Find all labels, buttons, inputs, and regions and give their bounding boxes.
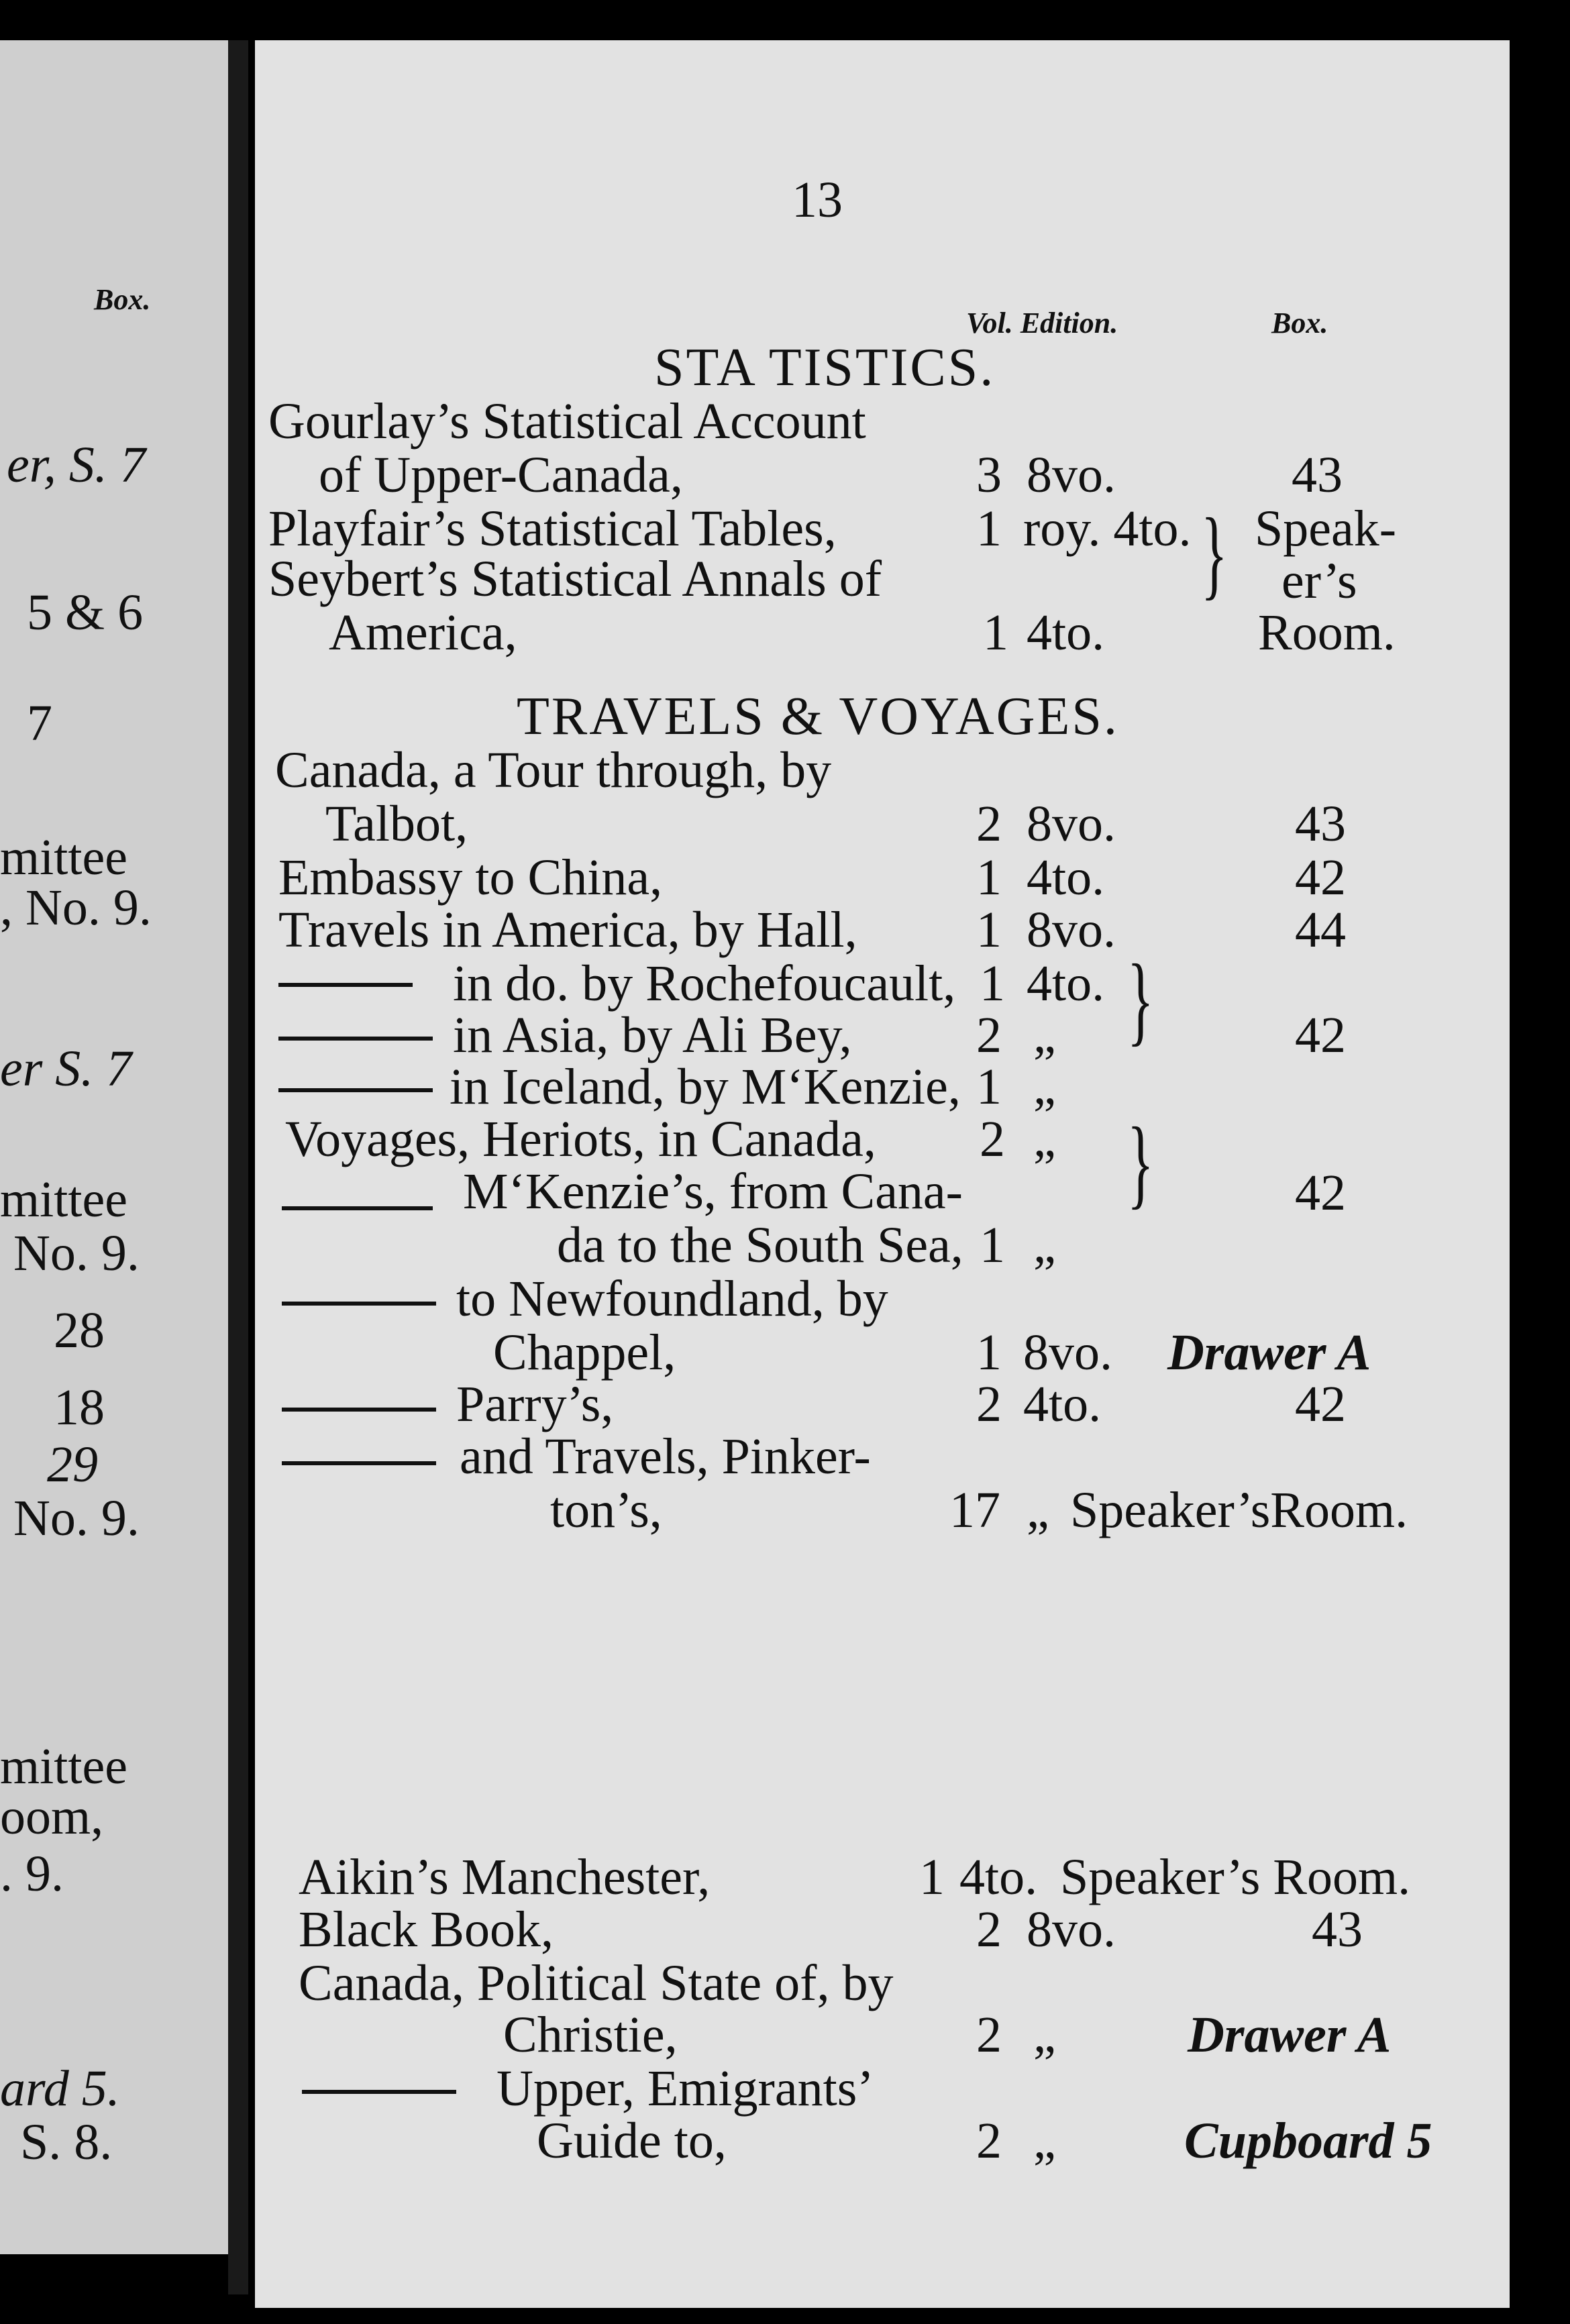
left-fragment: . 9.	[0, 1846, 64, 1902]
travels-heading: TRAVELS & VOYAGES.	[517, 687, 1119, 746]
entry-title: in do. by Rochefoucault,	[453, 955, 956, 1012]
entry-edition: „	[1033, 1217, 1056, 1273]
page	[255, 40, 1510, 2308]
entry-edition: 8vo.	[1023, 1324, 1112, 1381]
group-box: 42	[1295, 1007, 1346, 1063]
left-fragment: No. 9.	[13, 1490, 140, 1546]
box-header: Box.	[1271, 307, 1328, 339]
grouped-box: er’s	[1281, 553, 1357, 609]
entry-title: M‘Kenzie’s, from Cana-	[463, 1163, 963, 1220]
entry-title-cont: ton’s,	[550, 1482, 662, 1538]
entry-edition: „	[1027, 1482, 1049, 1538]
entry-vol: 1	[983, 604, 1008, 661]
entry-vol: 1	[976, 1324, 1002, 1381]
entry-vol: 1	[976, 500, 1002, 557]
ditto-dash	[278, 983, 413, 987]
entry-edition: 4to.	[959, 1849, 1038, 1905]
grouped-box: Speak-	[1255, 500, 1397, 557]
entry-vol: 1	[976, 849, 1002, 906]
statistics-heading: STA TISTICS.	[654, 338, 996, 397]
entry-edition: „	[1033, 2113, 1056, 2169]
ditto-dash	[302, 2090, 456, 2094]
vol-edition-header: Vol. Edition.	[966, 307, 1118, 339]
entry-edition: 8vo.	[1027, 447, 1116, 503]
entry-vol: 1	[976, 1059, 1002, 1115]
left-box-header: Box.	[94, 283, 151, 316]
brace: }	[1127, 944, 1154, 1055]
entry-title: Gourlay’s Statistical Account	[268, 393, 866, 450]
entry-box: 43	[1312, 1901, 1363, 1958]
entry-vol: 2	[980, 1111, 1005, 1167]
group-box: 42	[1295, 1165, 1346, 1221]
entry-title: and Travels, Pinker-	[460, 1428, 871, 1485]
entry-title: Canada, Political State of, by	[299, 1955, 894, 2011]
entry-box: 44	[1295, 902, 1346, 958]
entry-title-cont: da to the South Sea,	[557, 1217, 963, 1273]
entry-title-cont: America,	[329, 604, 517, 661]
entry-title: Embassy to China,	[278, 849, 663, 906]
left-fragment: , No. 9.	[0, 880, 152, 936]
entry-title-cont: Talbot,	[325, 796, 468, 852]
entry-edition: „	[1033, 2007, 1056, 2063]
ditto-dash	[282, 1206, 433, 1210]
entry-vol: 2	[976, 796, 1002, 852]
entry-title: Travels in America, by Hall,	[278, 902, 857, 958]
entry-box: 43	[1295, 796, 1346, 852]
left-fragment: ard 5.	[0, 2060, 120, 2117]
entry-title: in Iceland, by M‘Kenzie,	[450, 1059, 961, 1115]
entry-edition: 4to.	[1027, 604, 1105, 661]
left-fragment: er, S. 7	[7, 437, 146, 493]
entry-vol: 3	[976, 447, 1002, 503]
page-number: 13	[792, 172, 843, 228]
entry-box: Cupboard 5	[1184, 2113, 1432, 2169]
entry-edition: 8vo.	[1027, 796, 1116, 852]
left-fragment: S. 8.	[20, 2114, 113, 2170]
entry-title: Aikin’s Manchester,	[299, 1849, 711, 1905]
entry-title: Canada, a Tour through, by	[275, 742, 832, 798]
entry-title: Black Book,	[299, 1901, 554, 1958]
left-fragment: 18	[54, 1379, 105, 1436]
entry-box: Speaker’sRoom.	[1070, 1482, 1408, 1538]
left-fragment: 5 & 6	[27, 584, 144, 641]
left-page-fragment	[0, 40, 228, 2254]
entry-edition: 4to.	[1027, 955, 1105, 1012]
entry-title: Parry’s,	[456, 1376, 614, 1432]
entry-title: Upper, Emigrants’	[496, 2060, 874, 2117]
entry-title-cont: Christie,	[503, 2007, 678, 2063]
entry-title-cont: Chappel,	[493, 1324, 676, 1381]
entry-box: Drawer A	[1167, 1324, 1371, 1381]
entry-title: in Asia, by Ali Bey,	[453, 1007, 852, 1063]
entry-title: Seybert’s Statistical Annals of	[268, 551, 882, 607]
entry-box: 42	[1295, 849, 1346, 906]
entry-box: Speaker’s Room.	[1060, 1849, 1411, 1905]
entry-vol: 1	[980, 955, 1005, 1012]
entry-vol: 2	[976, 2007, 1002, 2063]
entry-vol: 2	[976, 1007, 1002, 1063]
left-fragment: No. 9.	[13, 1225, 140, 1281]
entry-vol: 2	[976, 2113, 1002, 2169]
ditto-dash	[282, 1408, 436, 1412]
left-fragment: mittee	[0, 1738, 127, 1795]
brace: }	[1201, 498, 1228, 609]
entry-box: Drawer A	[1188, 2007, 1392, 2063]
left-fragment: mittee	[0, 1171, 127, 1228]
entry-box: 42	[1295, 1376, 1346, 1432]
ditto-dash	[278, 1088, 433, 1092]
entry-edition: „	[1033, 1007, 1056, 1063]
entry-edition: 8vo.	[1027, 1901, 1116, 1958]
entry-edition: 4to.	[1023, 1376, 1102, 1432]
ditto-dash	[282, 1461, 436, 1465]
left-fragment: 7	[27, 695, 52, 751]
left-fragment: oom,	[0, 1789, 104, 1845]
entry-title: Playfair’s Statistical Tables,	[268, 500, 837, 557]
entry-title: Voyages, Heriots, in Canada,	[285, 1111, 876, 1167]
left-fragment: mittee	[0, 829, 127, 886]
entry-edition: „	[1033, 1111, 1056, 1167]
entry-title: to Newfoundland, by	[456, 1271, 888, 1327]
entry-vol: 1	[919, 1849, 945, 1905]
entry-edition: 8vo.	[1027, 902, 1116, 958]
ditto-dash	[278, 1037, 433, 1041]
entry-box: 43	[1292, 447, 1343, 503]
entry-edition: „	[1033, 1059, 1056, 1115]
grouped-box: Room.	[1258, 604, 1396, 661]
left-fragment: 28	[54, 1302, 105, 1359]
left-fragment: er S. 7	[0, 1041, 132, 1097]
ditto-dash	[282, 1302, 436, 1306]
entry-edition: 4to.	[1027, 849, 1105, 906]
entry-vol: 17	[949, 1482, 1000, 1538]
entry-vol: 2	[976, 1376, 1002, 1432]
entry-edition: roy. 4to.	[1023, 500, 1192, 557]
brace: }	[1127, 1107, 1154, 1218]
left-fragment: 29	[47, 1436, 98, 1493]
entry-title-cont: Guide to,	[537, 2113, 727, 2169]
entry-vol: 1	[980, 1217, 1005, 1273]
entry-title-cont: of Upper-Canada,	[319, 447, 683, 503]
entry-vol: 2	[976, 1901, 1002, 1958]
entry-vol: 1	[976, 902, 1002, 958]
book-gutter	[228, 40, 248, 2294]
